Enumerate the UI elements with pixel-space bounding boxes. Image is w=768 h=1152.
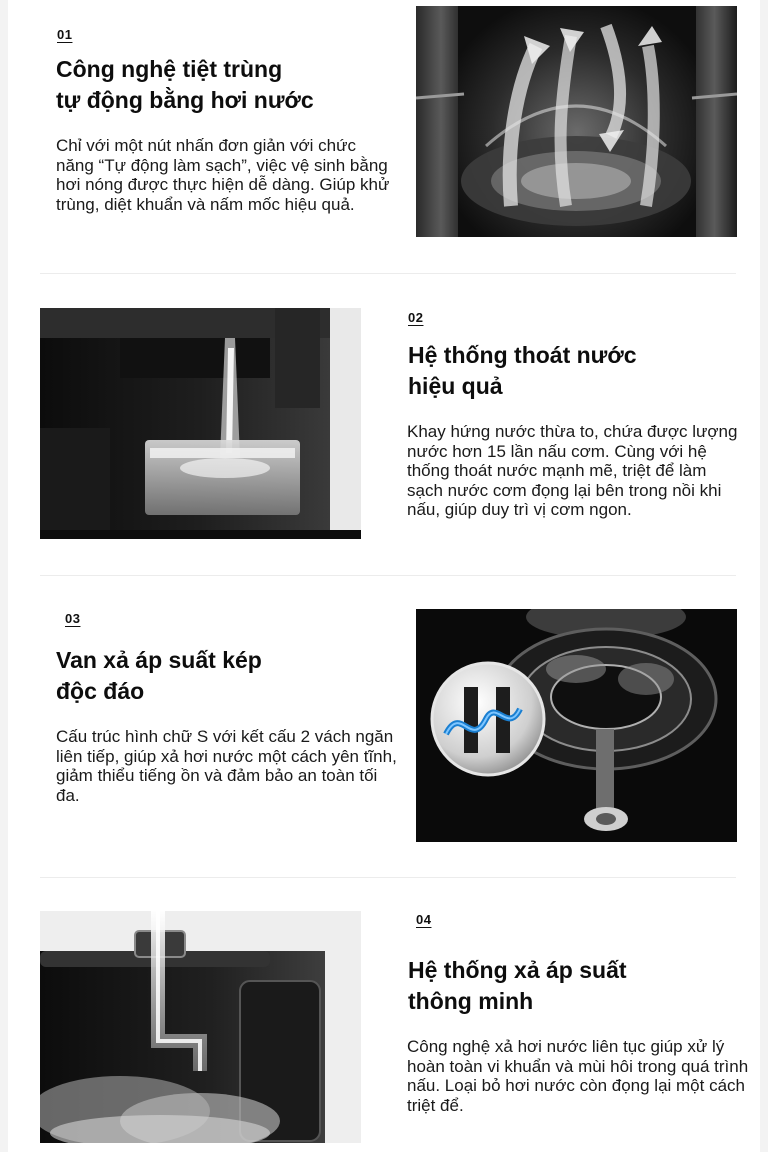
smart-pressure-release-image (40, 911, 361, 1143)
water-drain-tray-image (40, 308, 361, 539)
feature-title-line: tự động bằng hơi nước (56, 87, 314, 113)
feature-description: Khay hứng nước thừa to, chứa được lượng nước hơn 15 lần nấu cơm. Cùng với hệ thống thoát nước mạnh mẽ, triệt để làm sạch nước cơm đọng lại bên trong nồi khi nấu, giúp duy trì vị cơm ngon. (407, 422, 738, 519)
feature-title-line: Van xả áp suất kép (56, 647, 262, 673)
feature-description: Công nghệ xả hơi nước liên tục giúp xử lý hoàn toàn vi khuẩn và mùi hôi trong quá trình nấu. Loại bỏ hơi nước còn đọng lại một cách triệt để. (407, 1037, 749, 1115)
feature-number: 03 (65, 611, 81, 626)
feature-title (56, 645, 262, 707)
feature-title-line: Hệ thống xả áp suất (408, 957, 627, 983)
section-divider (40, 575, 736, 576)
feature-number: 01 (57, 27, 73, 42)
page-frame-right (760, 0, 768, 1152)
section-divider (40, 877, 736, 878)
section-divider (40, 273, 736, 274)
pressure-valve-image (416, 609, 737, 842)
feature-title (408, 955, 627, 1017)
feature-description: Chỉ với một nút nhấn đơn giản với chức năng “Tự động làm sạch”, việc vệ sinh bằng hơi nóng được thực hiện dễ dàng. Giúp khử trùng, diệt khuẩn và nấm mốc hiệu quả. (56, 136, 390, 214)
feature-description: Cấu trúc hình chữ S với kết cấu 2 vách ngăn liên tiếp, giúp xả hơi nước một cách yên tĩnh, giảm thiểu tiếng ồn và đảm bảo an toàn tối đa. (56, 727, 397, 805)
feature-title-line: Hệ thống thoát nước (408, 342, 637, 368)
feature-title-line: hiệu quả (408, 373, 503, 399)
feature-number: 02 (408, 310, 424, 325)
steam-sterilization-image (416, 6, 737, 237)
feature-title (408, 340, 636, 402)
feature-title-line: độc đáo (56, 678, 145, 704)
feature-title-line: thông minh (408, 988, 534, 1014)
page-frame-left (0, 0, 8, 1152)
feature-title-line: Công nghệ tiệt trùng (56, 56, 283, 82)
feature-number: 04 (416, 912, 432, 927)
feature-title (56, 54, 314, 116)
